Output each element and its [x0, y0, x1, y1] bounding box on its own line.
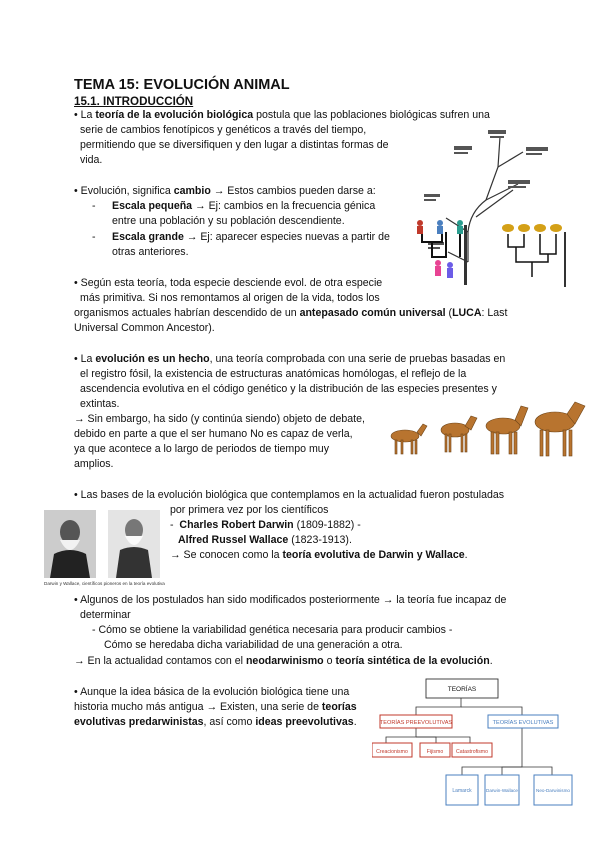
- paragraph-5-line-1: • Las bases de la evolución biológica que contemplamos en la actualidad fueron postuladas: [74, 489, 505, 501]
- paragraph-1-line-3: permitiendo que se diversifiquen y den lugar a distintas formas de: [80, 139, 389, 151]
- paragraph-4-line-5: → Sin embargo, ha sido (y continúa siendo) objeto de debate,: [74, 413, 365, 425]
- diagram-fijismo-label: Fijismo: [426, 749, 444, 755]
- paragraph-1-line-4: vida.: [80, 154, 103, 166]
- paragraph-4-line-8: amplios.: [74, 458, 114, 470]
- paragraph-4-line-7: ya que acontece a lo largo de periodos de tiempo muy: [74, 443, 330, 455]
- diagram-root-label: TEORÍAS: [447, 686, 477, 693]
- paragraph-3-line-1: • Según esta teoría, toda especie desciende evol. de otra especie: [74, 277, 383, 289]
- scientist-wallace: Alfred Russel Wallace (1823-1913).: [178, 534, 352, 546]
- paragraph-6-item-2: Cómo se heredaba dicha variabilidad de una generación a otra.: [104, 639, 403, 651]
- list-item-large-scale: - Escala grande → Ej: aparecer especies nuevas a partir de: [92, 231, 390, 243]
- scientist-darwin: - Charles Robert Darwin (1809-1882) -: [170, 519, 361, 531]
- list-item-large-scale-line-2: otras anteriores.: [112, 246, 189, 258]
- diagram-lamarck-label: Lamarck: [452, 788, 472, 794]
- diagram-right-label: TEORÍAS EVOLUTIVAS: [492, 720, 554, 726]
- paragraph-6-item-1: - Cómo se obtiene la variabilidad genética necesaria para producir cambios -: [92, 624, 453, 636]
- diagram-creacionismo-label: Creacionismo: [376, 749, 408, 755]
- portraits-caption: Darwin y Wallace, científicos pioneros en la teoría evolutiva: [44, 581, 165, 586]
- evolution-tree-illustration: [408, 122, 568, 300]
- paragraph-6-line-1: • Algunos de los postulados han sido modificados posteriormente → la teoría fue incapaz de: [74, 594, 507, 606]
- paragraph-4-line-6: debido en parte a que el ser humano No es capaz de verla,: [74, 428, 353, 440]
- page-title: TEMA 15: EVOLUCIÓN ANIMAL: [74, 77, 290, 93]
- diagram-left-label: TEORÍAS PREEVOLUTIVAS: [379, 720, 453, 726]
- paragraph-6-line-2: determinar: [80, 609, 131, 621]
- paragraph-6-line-5: → En la actualidad contamos con el neodarwinismo o teoría sintética de la evolución.: [74, 655, 493, 667]
- list-item-small-scale: - Escala pequeña → Ej: cambios en la frecuencia génica: [92, 200, 376, 212]
- paragraph-1-line-1: • La teoría de la evolución biológica postula que las poblaciones biológicas sufren una: [74, 109, 490, 121]
- paragraph-4-line-4: extintas.: [80, 398, 120, 410]
- paragraph-7-line-3: evolutivas predarwinistas, así como ideas preevolutivas.: [74, 716, 357, 728]
- paragraph-7-line-1: • Aunque la idea básica de la evolución biológica tiene una: [74, 686, 350, 698]
- horse-evolution-illustration: [385, 400, 590, 460]
- paragraph-4-line-2: el registro fósil, la existencia de estructuras anatómicas homólogas, el reflejo de la: [80, 368, 467, 380]
- paragraph-5-line-2: por primera vez por los científicos: [170, 504, 329, 516]
- diagram-darwin-wallace-label: Darwin-Wallace: [486, 788, 518, 793]
- paragraph-7-line-2: historia mucho más antigua → Existen, una serie de teorías: [74, 701, 357, 713]
- paragraph-1-line-2: serie de cambios fenotípicos y genéticos a través del tiempo,: [80, 124, 367, 136]
- diagram-catastrofismo-label: Catastrofismo: [456, 749, 488, 755]
- paragraph-3-line-4: Universal Common Ancestor).: [74, 322, 215, 334]
- list-item-small-scale-line-2: entre una población y su población descendiente.: [112, 215, 345, 227]
- paragraph-3-line-2: más primitiva. Si nos remontamos al origen de la vida, todos los: [80, 292, 380, 304]
- theories-diagram: [372, 675, 594, 811]
- paragraph-5-line-5: → Se conocen como la teoría evolutiva de Darwin y Wallace.: [170, 549, 468, 561]
- wallace-portrait: [108, 510, 160, 578]
- darwin-portrait: [44, 510, 96, 578]
- section-heading: 15.1. INTRODUCCIÓN: [74, 95, 194, 108]
- paragraph-4-line-3: ascendencia evolutiva en el código genético y la distribución de las especies presentes y: [80, 383, 497, 395]
- diagram-neodarwinismo-label: Neo-Darwinismo: [536, 788, 570, 793]
- paragraph-2-line-1: • Evolución, significa cambio → Estos cambios pueden darse a:: [74, 185, 376, 197]
- paragraph-3-line-3: organismos actuales habrían descendido de un antepasado común universal (LUCA: Last: [74, 307, 508, 319]
- paragraph-4-line-1: • La evolución es un hecho, una teoría comprobada con una serie de pruebas basadas en: [74, 353, 506, 365]
